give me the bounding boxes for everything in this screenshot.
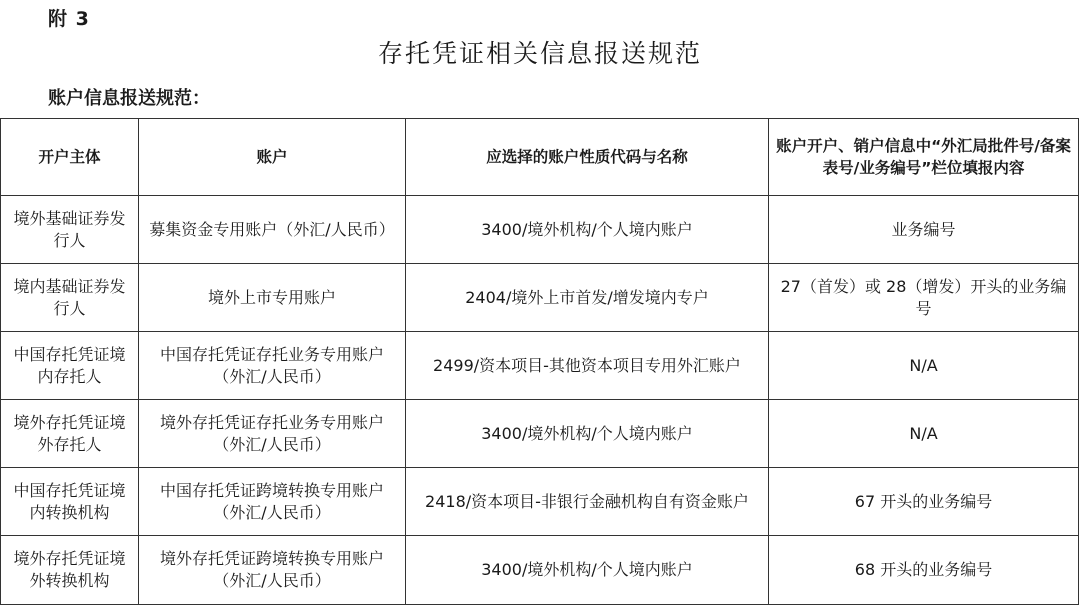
cell-account-holder: 中国存托凭证境内存托人 — [1, 332, 139, 400]
table-row — [1, 332, 1079, 400]
section-title: 账户信息报送规范： — [48, 88, 210, 109]
cell-account-type-code: 3400/境外机构/个人境内账户 — [406, 400, 769, 468]
cell-account-type-code: 2418/资本项目-非银行金融机构自有资金账户 — [406, 468, 769, 536]
cell-account: 境外存托凭证存托业务专用账户（外汇/人民币） — [139, 400, 406, 468]
table-row — [1, 264, 1079, 332]
header-report-field-content: 账户开户、销户信息中“外汇局批件号/备案表号/业务编号”栏位填报内容 — [769, 119, 1079, 196]
cell-report-field-content: 67 开头的业务编号 — [769, 468, 1079, 536]
cell-account-holder: 境内基础证券发行人 — [1, 264, 139, 332]
table-row — [1, 536, 1079, 605]
cell-account-holder: 境外基础证券发行人 — [1, 196, 139, 264]
cell-report-field-content: 27（首发）或 28（增发）开头的业务编号 — [769, 264, 1079, 332]
cell-account-type-code: 3400/境外机构/个人境内账户 — [406, 536, 769, 605]
document-title: 存托凭证相关信息报送规范 — [377, 39, 702, 68]
table-header-row — [1, 119, 1079, 196]
cell-account: 境外上市专用账户 — [139, 264, 406, 332]
cell-account: 中国存托凭证跨境转换专用账户（外汇/人民币） — [139, 468, 406, 536]
cell-account-type-code: 2404/境外上市首发/增发境内专户 — [406, 264, 769, 332]
cell-account-holder: 中国存托凭证境内转换机构 — [1, 468, 139, 536]
header-account-holder: 开户主体 — [1, 119, 139, 196]
cell-account-holder: 境外存托凭证境外存托人 — [1, 400, 139, 468]
header-account: 账户 — [139, 119, 406, 196]
cell-account-holder: 境外存托凭证境外转换机构 — [1, 536, 139, 605]
cell-account: 募集资金专用账户（外汇/人民币） — [139, 196, 406, 264]
appendix-label: 附 3 — [48, 8, 90, 30]
account-spec-table — [0, 118, 1079, 605]
cell-account: 境外存托凭证跨境转换专用账户（外汇/人民币） — [139, 536, 406, 605]
cell-account: 中国存托凭证存托业务专用账户（外汇/人民币） — [139, 332, 406, 400]
cell-account-type-code: 3400/境外机构/个人境内账户 — [406, 196, 769, 264]
cell-report-field-content: 68 开头的业务编号 — [769, 536, 1079, 605]
cell-report-field-content: N/A — [769, 332, 1079, 400]
table-row — [1, 400, 1079, 468]
cell-report-field-content: N/A — [769, 400, 1079, 468]
cell-account-type-code: 2499/资本项目-其他资本项目专用外汇账户 — [406, 332, 769, 400]
cell-report-field-content: 业务编号 — [769, 196, 1079, 264]
table-row — [1, 196, 1079, 264]
table-row — [1, 468, 1079, 536]
header-account-type-code: 应选择的账户性质代码与名称 — [406, 119, 769, 196]
